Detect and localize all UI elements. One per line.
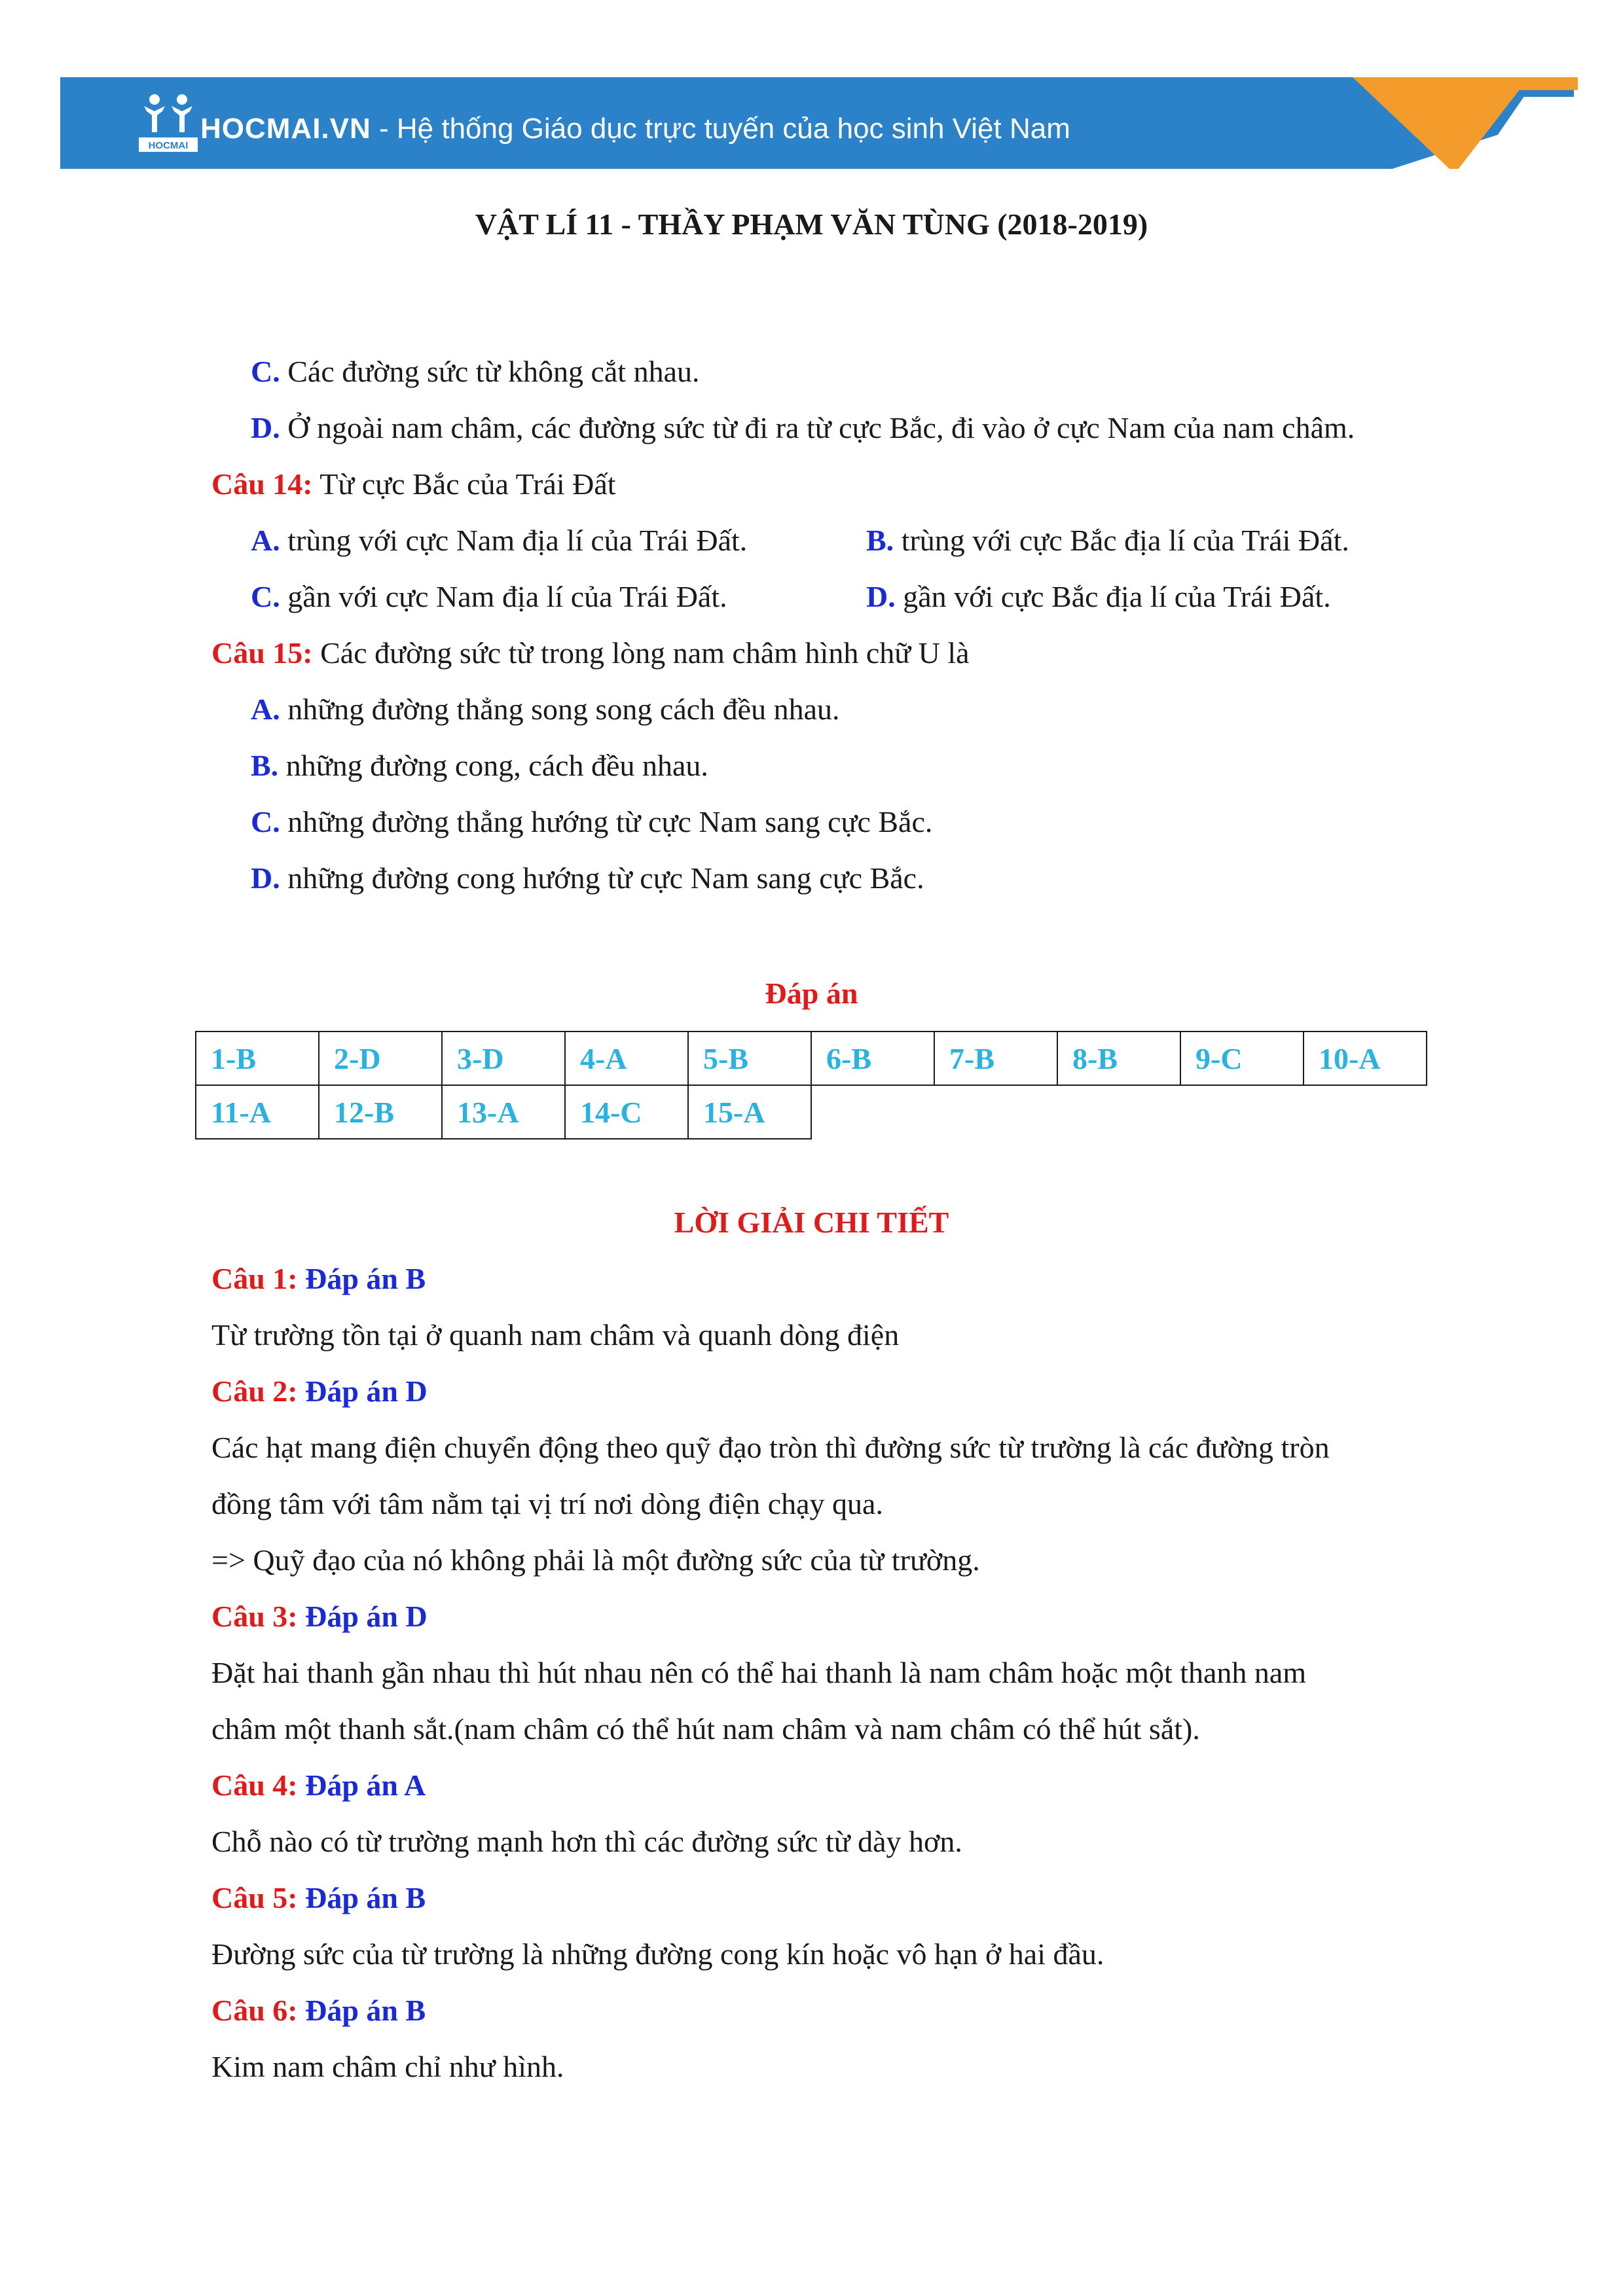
- option-label: D.: [251, 411, 280, 444]
- answer-label: Đáp án B: [297, 1994, 426, 2027]
- hocmai-logo-icon: [137, 92, 206, 157]
- question-label: Câu 5:: [211, 1881, 298, 1914]
- question-text: Từ cực Bắc của Trái Đất: [312, 467, 616, 501]
- q15-option-d: [251, 859, 924, 898]
- option-label: B.: [251, 749, 279, 782]
- answer-cell: 4-A: [565, 1031, 688, 1085]
- solution-2-heading: [211, 1372, 428, 1411]
- empty-cell: [934, 1085, 1057, 1139]
- document-title: VẬT LÍ 11 - THẦY PHẠM VĂN TÙNG (2018-2019): [475, 207, 1148, 241]
- answer-label: Đáp án B: [297, 1881, 426, 1914]
- answer-cell: 7-B: [934, 1031, 1057, 1085]
- answer-cell: 6-B: [811, 1031, 934, 1085]
- option-label: A.: [251, 692, 280, 726]
- solution-1-heading: [211, 1259, 426, 1299]
- q14-option-b: [866, 521, 1349, 560]
- option-text: những đường cong hướng từ cực Nam sang cực Bắc.: [280, 861, 924, 895]
- option-text: trùng với cực Bắc địa lí của Trái Đất.: [894, 524, 1349, 557]
- table-row: [196, 1085, 1427, 1139]
- empty-cell: [811, 1085, 934, 1139]
- option-text: gần với cực Nam địa lí của Trái Đất.: [280, 580, 727, 613]
- answer-key-table: [195, 1031, 1427, 1139]
- solution-4-text: Chỗ nào có từ trường mạnh hơn thì các đường sức từ dày hơn.: [211, 1825, 962, 1858]
- question-label: Câu 14:: [211, 467, 313, 501]
- solution-4-heading: [211, 1766, 426, 1805]
- solution-5-text: Đường sức của từ trường là những đường cong kín hoặc vô hạn ở hai đầu.: [211, 1937, 1104, 1971]
- q15-option-a: [251, 690, 840, 729]
- option-label: C.: [251, 355, 280, 388]
- logo-caption: HOCMAI: [148, 140, 189, 151]
- answer-cell: 5-B: [688, 1031, 811, 1085]
- answer-cell: 14-C: [565, 1085, 688, 1139]
- empty-cell: [1057, 1085, 1180, 1139]
- option-label: D.: [251, 861, 280, 895]
- answer-label: Đáp án D: [297, 1600, 428, 1633]
- answer-label: Đáp án A: [297, 1768, 426, 1802]
- solution-3-text: châm một thanh sắt.(nam châm có thể hút nam châm và nam châm có thể hút sắt).: [211, 1712, 1200, 1746]
- solution-2-text: => Quỹ đạo của nó không phải là một đường sức của từ trường.: [211, 1543, 980, 1577]
- q13-option-d: [251, 408, 1355, 448]
- question-label: Câu 6:: [211, 1994, 298, 2027]
- empty-cell: [1180, 1085, 1304, 1139]
- answer-key-title: Đáp án: [765, 977, 858, 1010]
- solution-5-heading: [211, 1878, 426, 1918]
- q14-option-c: [251, 577, 727, 617]
- answer-cell: 12-B: [319, 1085, 442, 1139]
- q14-option-d: [866, 577, 1331, 617]
- answer-cell: 8-B: [1057, 1031, 1180, 1085]
- question-label: Câu 1:: [211, 1262, 298, 1295]
- solution-1-text: Từ trường tồn tại ở quanh nam châm và quanh dòng điện: [211, 1318, 900, 1352]
- option-text: những đường cong, cách đều nhau.: [278, 749, 708, 782]
- option-text: Ở ngoài nam châm, các đường sức từ đi ra từ cực Bắc, đi vào ở cực Nam của nam châm.: [280, 411, 1355, 444]
- header-brand: [200, 110, 1070, 148]
- option-label: D.: [866, 580, 896, 613]
- question-label: Câu 4:: [211, 1768, 298, 1802]
- option-label: C.: [251, 805, 280, 838]
- option-text: gần với cực Bắc địa lí của Trái Đất.: [895, 580, 1331, 613]
- answer-cell: 3-D: [442, 1031, 565, 1085]
- q15-option-b: [251, 746, 708, 785]
- solution-3-text: Đặt hai thanh gần nhau thì hút nhau nên có thể hai thanh là nam châm hoặc một thanh nam: [211, 1656, 1307, 1689]
- answer-cell: 2-D: [319, 1031, 442, 1085]
- solution-2-text: Các hạt mang điện chuyển động theo quỹ đạo tròn thì đường sức từ trường là các đường tròn: [211, 1431, 1330, 1464]
- empty-cell: [1304, 1085, 1427, 1139]
- solution-6-heading: [211, 1991, 426, 2030]
- option-text: những đường thẳng hướng từ cực Nam sang cực Bắc.: [280, 805, 933, 838]
- q13-option-c: [251, 352, 700, 391]
- answer-cell: 9-C: [1180, 1031, 1304, 1085]
- q15-option-c: [251, 802, 932, 842]
- option-text: trùng với cực Nam địa lí của Trái Đất.: [280, 524, 748, 557]
- brand-tagline: - Hệ thống Giáo dục trực tuyến của học sinh Việt Nam: [371, 113, 1070, 145]
- answer-cell: 10-A: [1304, 1031, 1427, 1085]
- question-label: Câu 15:: [211, 636, 313, 670]
- question-text: Các đường sức từ trong lòng nam châm hình chữ U là: [312, 636, 970, 670]
- q14-stem: [211, 465, 616, 504]
- question-label: Câu 2:: [211, 1374, 298, 1408]
- answer-cell: 11-A: [196, 1085, 319, 1139]
- q14-option-a: [251, 521, 747, 560]
- solution-6-text: Kim nam châm chỉ như hình.: [211, 2050, 564, 2083]
- solution-2-text: đồng tâm với tâm nằm tại vị trí nơi dòng điện chạy qua.: [211, 1487, 883, 1520]
- option-text: Các đường sức từ không cắt nhau.: [280, 355, 700, 388]
- solutions-title: LỜI GIẢI CHI TIẾT: [674, 1206, 949, 1239]
- solution-3-heading: [211, 1597, 428, 1636]
- option-label: C.: [251, 580, 280, 613]
- q15-stem: [211, 634, 970, 673]
- question-label: Câu 3:: [211, 1600, 298, 1633]
- answer-cell: 15-A: [688, 1085, 811, 1139]
- brand-name[interactable]: HOCMAI.VN: [200, 113, 371, 145]
- answer-label: Đáp án D: [297, 1374, 428, 1408]
- option-text: những đường thẳng song song cách đều nhau.: [280, 692, 840, 726]
- answer-cell: 1-B: [196, 1031, 319, 1085]
- table-row: [196, 1031, 1427, 1085]
- option-label: A.: [251, 524, 280, 557]
- answer-cell: 13-A: [442, 1085, 565, 1139]
- option-label: B.: [866, 524, 894, 557]
- answer-label: Đáp án B: [297, 1262, 426, 1295]
